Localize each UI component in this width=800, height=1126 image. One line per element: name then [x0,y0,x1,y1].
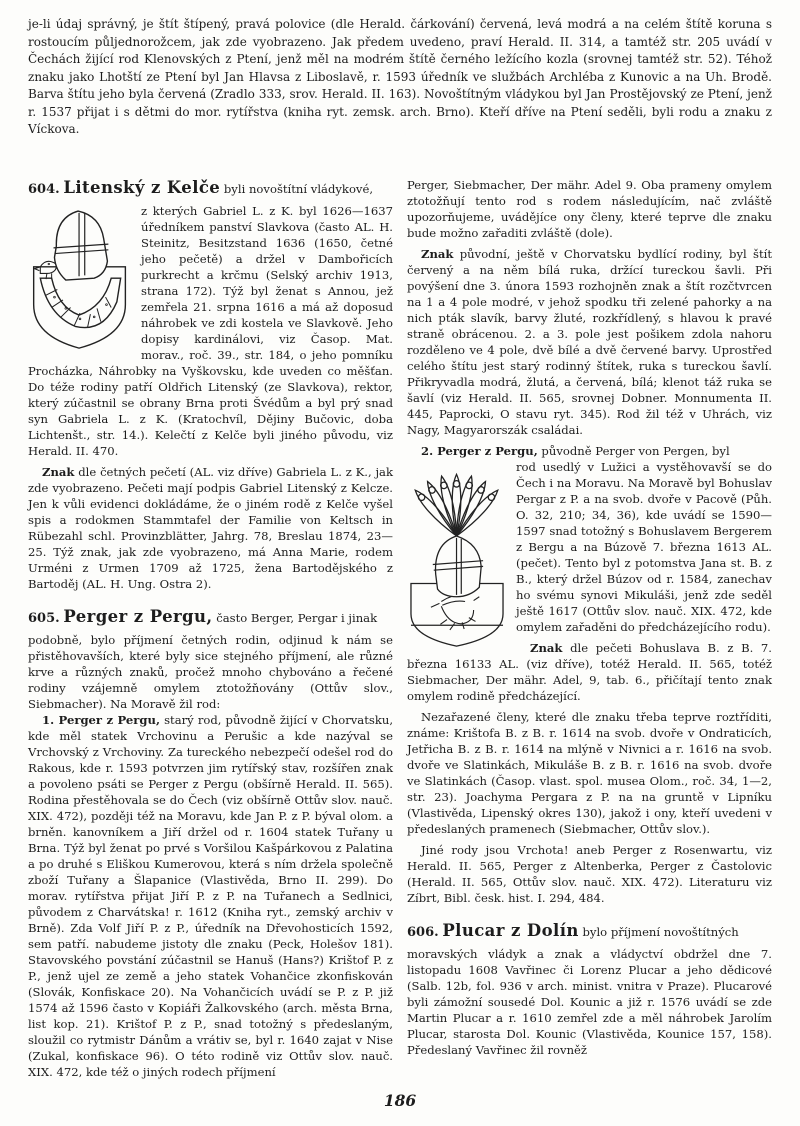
entry-lead-text: byli novoštítní vládykové, [223,181,374,196]
znak-label: Znak [530,640,563,655]
perger-coat-of-arms-illustration [407,462,507,648]
left-column [28,177,393,1080]
entry-lead-text: často Berger, Pergar i jinak [216,610,378,625]
znak-label: Znak [421,246,454,261]
entry-title: Perger z Pergu, [63,606,213,626]
znak-seal-paragraph: Znak dle pečeti Bohuslava B. z B. 7. března 16133 AL. (viz dříve), totéž Herald. II. 565, totéž Siebmacher, Der mähr. Adel, 9, tab. 6., přičítají tento znak omylem rodině předcházející. [407,640,772,703]
entry-604-body [28,203,393,459]
branch2-body [407,459,772,704]
unclassified-members-paragraph: Nezařazené členy, které dle znaku třeba teprve roztříditi, známe: Krištofa B. z B. r. 1614 na svob. dvoře v Ondraticích, Jetřicha B. z B. r. 1614 na mlýně v Nivnici a r. 1616 na svob. dvoře ve Slatinkách, Mikuláše B. z B. r. 1616 na svob. dvoře ve Slatinkách (Časop. vlast. spol. musea Olom., roč. 34, 1—2, str. 23). Joachyma Pergara z P. na na gruntě v Lipníku (Vlastivěda, Lipenský okres 130), jakož i ony, kteří uvedeni v předeslaných pramenech (Siebmacher, Ottův slov.). [407,709,772,836]
litensky-coat-of-arms-illustration [28,206,132,356]
entry-604-text: z kterých Gabriel L. z K. byl 1626—1637 úředníkem panství Slavkova (často AL. H. Steinitz, Besitzstand 1636 (1650, četné jeho pečetě) a držel v Dambořicích purkrecht a krčmu (Selský archiv 1913, strana 172). Týž byl ženat s Annou, jež zemřela 21. srpna 1616 a má až doposud náhrobek ve zdi kostela ve Slavkově. Jeho dopisy kardinálovi, viz Časop. Mat. morav., roč. 39., str. 184, o jeho pomníku Procházka, Náhrobky na Vyškovsku, kde uveden co měšťan. Do téže rodiny patří Oldřich Litenský (ze Slavkova), rektor, který zúčastnil se obrany Brna proti Švédům a byl prý snad syn Gabriela L. z K. (Kratochvíl, Dějiny Bučovic, doba Lichtenšt., str. 14.). Kelečtí z Kelče byli jiného původu, viz Herald. II. 470. [28,203,393,458]
entry-number: 604. [28,181,60,197]
entry-605-branch2-heading: 2. Perger z Pergu, původně Perger von Pergen, byl [421,443,730,458]
entry-604-znak-paragraph: Znak dle četných pečetí (AL. viz dříve) Gabriela L. z K., jak zde vyobrazeno. Pečeti mají podpis Gabriel Litenský z Kelcze. Jen k vůli evidenci dokládáme, že o jiném rodě z Kelče vyšel spis a rodokmen Stammtafel der Familie von Keltsch in Rübezahl schl. Provinzblätter, Jahrg. 78, Breslau 1874, 23—25. Týž znak, jak zde vyobrazeno, má Anna Marie, rodem Urméni z Urmen 1709 až 1725, žena Bartodějského z Bartoděj (AL. H. Ung. Ostra 2). [28,464,393,591]
entry-number: 606. [407,924,439,940]
entry-605-text: podobně, bylo příjmení četných rodin, odjinud k nám se přistěhovavších, které byly sice stejného příjmení, ale různé krve a různých znaků, pročež mnoho chybováno a řečené rodiny vzájemně omylem ztotožňovány (Ottův slov., Siebmacher). Na Moravě žil rod: [28,632,393,711]
right-column [407,177,772,1080]
entry-605-branch1-paragraph: 1. Perger z Pergu, starý rod, původně žijící v Chorvatsku, kde měl statek Vrchovinu a Perušic a kde nazýval se Vrchovský z Vrchoviny. Za tureckého nebezpečí odešel rod do Rakous, kde r. 1593 potvrzen jim rytířský stav, rozšířen znak a povoleno psáti se Perger z Pergu (obšírně Herald. II. 565). Rodina přestěhovala se do Čech (viz obšírně Ottův slov. nauč. XIX. 472), později též na Moravu, kde Jan P. z P. býval olom. a brněn. kanovníkem a Jiří držel od r. 1604 statek Tuřany u Brna. Týž byl ženat po prvé s Voršilou Kašpárkovou z Palatina a po druhé s Eliškou Kumerovou, která s ním držela společně zboží Tuřany a Šlapanice (Vlastivěda, Brno II. 299). Do morav. rytířstva přijat Jiří P. z P. na Tuřanech a Sedlnici, původem z Charvátska! r. 1612 (Kniha ryt., zemský archiv v Brně). Zda Volf Jiří P. z P., úředník na Dřevohosticích 1592, sem patří. nabudeme jistoty dle znaku (Peck, Holešov 181). Stavovského povstání zúčastnil se Hanuš (Hans?) Krištof P. z P., jenž ujel ze země a jeho statek Vohančice zkonfiskován (Slovák, Konfiskace 20). Na Vohančicích uvádí se P. z P. již 1574 až 1596 často v Kopiáři Žalkovského (arch. města Brna, list kop. 21). Krištof P. z P., snad totožný s předeslaným, sloužil co rytmistr Dánům a vrátiv se, byl r. 1640 zajat v Nise (Zukal, konfiskace 96). O této rodině viz Ottův slov. nauč. XIX. 472, kde též o jiných rodech příjmení [28,712,393,1079]
other-families-paragraph: Jiné rody jsou Vrchota! aneb Perger z Rosenwartu, viz Herald. II. 565, Perger z Altenberka, Perger z Častolovic (Herald. II. 565, Ottův slov. nauč. XIX. 472). Literaturu viz Zíbrt, Bibl. česk. hist. I. 294, 484. [407,842,772,905]
plume-feathers [412,474,501,539]
entry-title: Plucar z Dolín [442,920,579,940]
znak-original-paragraph: Znak původní, ještě v Chorvatsku bydlící rodiny, byl štít červený a na něm bílá ruka, držící tureckou šavli. Při povýšení dne 3. února 1593 rozhojněn znak a štít rozčtvrcen na 1 a 4 pole modré, v jehož spodku tři zelené pahorky a na nich pták slavík, barvy žluté, rozkřídlený, s hlavou k pravé straně obrácenou. 2. a 3. pole jest pošikem zdola nahoru rozděleno ve 4 pole, dvě bílé a dvě červené barvy. Uprostřed celého štítu jest starý rodinný štítek, ruka s tureckou šavlí. Přikryvadla modrá, žlutá, a červená, bílá; klenot táž ruka se šavlí (viz Herald. II. 565, srovnej Dobner. Monnumenta II. 445, Paprocki, O stavu ryt. 345). Rod žil též v Uhrách, viz Nagy, Magyarorszák családai. [407,246,772,437]
helm-icon [436,536,482,597]
branch2-text: rod usedlý v Lužici a vystěhovavší se do Čech i na Moravu. Na Moravě byl Bohuslav Pergar z P. a na svob. dvoře v Pacově (Půh. O. 32, 210; 34, 36), kde uvádí se 1590—1597 snad totožný s Bohuslavem Bergerem z Bergu a na Búzově 7. března 1613 AL. (pečet). Tento byl z potomstva Jana st. B. z B., který držel Búzov od r. 1584, zanechav ho svému synovi Mikuláši, jenž zde seděl ještě 1617 (Ottův slov. nauč. XIX. 472, kde omylem zařaděni do předcházejícího rodu). [516,459,772,634]
znak-label: Znak [42,464,75,479]
branch1-label: 1. Perger z Pergu, [42,712,160,727]
two-column-layout [28,177,772,1080]
branch2-label: 2. Perger z Pergu, [421,443,538,458]
entry-number: 605. [28,610,60,626]
intro-paragraph: je-li údaj správný, je štít štípený, pravá polovice (dle Herald. čárkování) červená, levá modrá a na celém štítě koruna s rostoucím půljednorožcem, jak zde vyobrazeno. Jak předem uvedeno, praví Herald. II. 314, a tamtéž str. 205 uvádí v Čechách žijící rod Klenovských z Ptení, jenž měl na modrém štítě černého ležícího kozla (srovnej tamtéž str. 52). Téhož znaku jako Lhotští ze Ptení byl Jan Hlavsa z Liboslavě, r. 1593 úředník ve službách Archléba z Kunovic a na Uh. Brodě. Barva štítu jeho byla červená (Zradlo 333, srov. Herald. II. 163). Novoštítným vládykou byl Jan Prostějovský ze Ptení, jenž r. 1537 přijat i s dětmi do mor. rytířstva (kniha ryt. zemsk. arch. Brno). Kteří dříve na Ptení seděli, byli rodu a znaku z Víckova. [28,17,772,136]
page-number: 186 [383,1091,417,1110]
entry-606-text: moravských vládyk a znak a vládyctví obdržel dne 7. listopadu 1608 Vavřinec či Lorenz Plucar a jeho dědicové (Salb. 12b, fol. 936 v arch. minist. vnitra v Praze). Plucarové byli zámožní sousedé Dol. Kounic a již r. 1576 uvádí se zde Martin Plucar a r. 1610 zemřel zde a měl náhrobek Jarolím Plucar, starosta Dol. Kounic (Vlastivěda, Kounice 157, 158). Předeslaný Vavřinec žil rovněž [407,946,772,1057]
entry-606-heading [407,920,772,943]
entry-605-heading [28,606,393,629]
entry-lead-text: bylo příjmení novoštítných [582,924,739,939]
entry-604-heading [28,177,393,200]
entry-title: Litenský z Kelče [63,177,221,197]
perger-continuation-paragraph: Perger, Siebmacher, Der mähr. Adel 9. Oba prameny omylem ztotožňují tento rod s rodem následujícím, nač zvláště upozorňujeme, uvádějíce ony členy, které teprve dle znaku bude možno zařaditi zvláště (dole). [407,177,772,240]
